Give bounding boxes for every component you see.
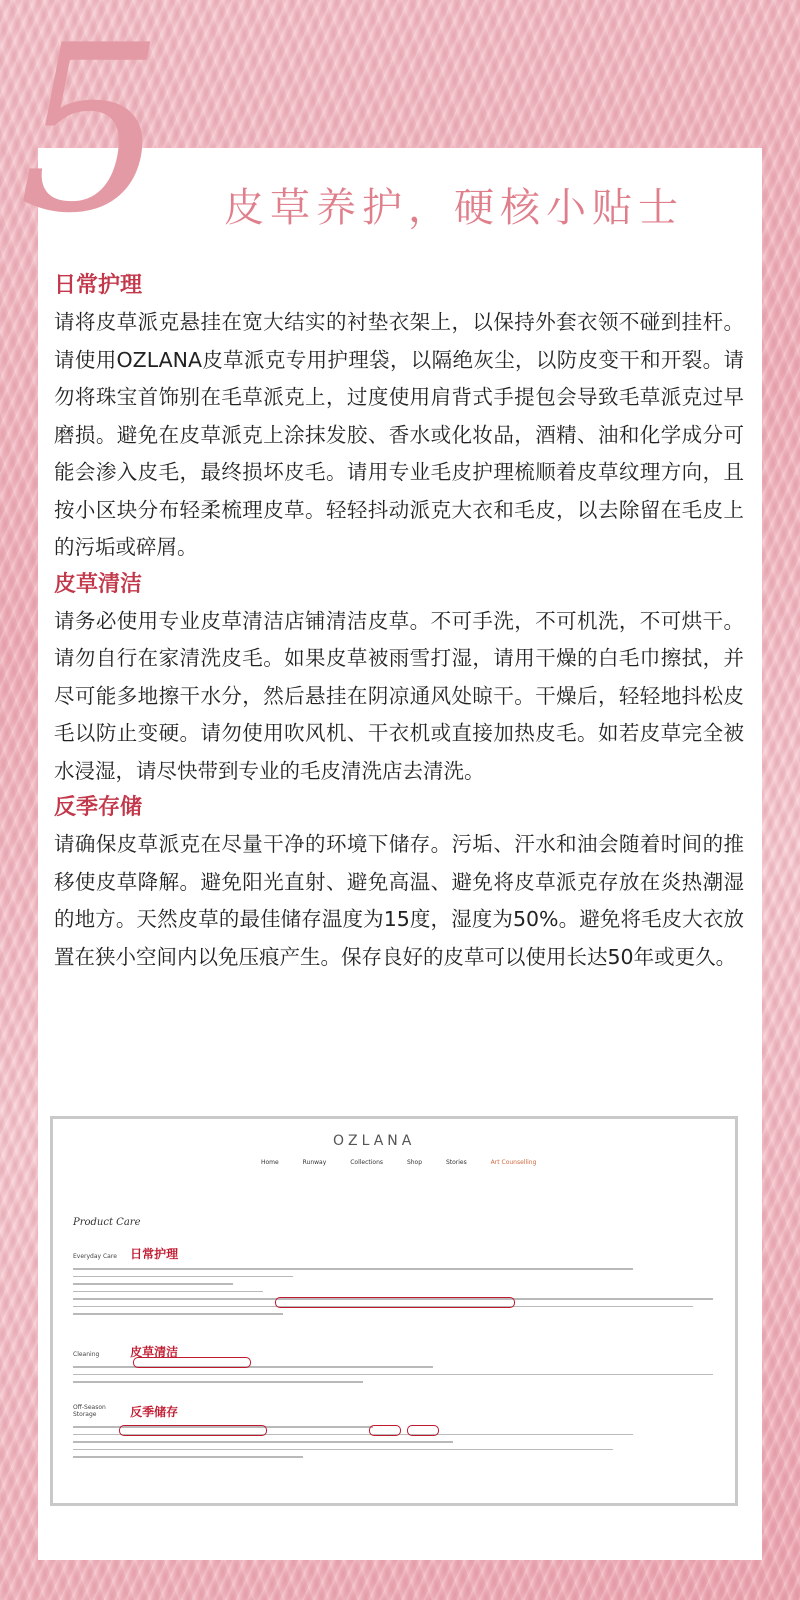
section-number: 5 [18,0,165,264]
website-screenshot [50,1116,738,1506]
brand-logo: OZLANA [333,1133,416,1149]
block-cn-label: 反季储存 [130,1405,179,1419]
site-nav [261,1159,558,1166]
nav-stories[interactable]: Stories [445,1159,467,1166]
section-heading-daily: 日常护理 [54,273,143,298]
section-body-cleaning: 请务必使用专业皮草清洁店铺清洁皮草。不可手洗，不可机洗，不可烘干。请勿自行在家清洗皮毛。如果皮草被雨雪打湿，请用干燥的白毛巾擦拭，并尽可能多地擦干水分，然后悬挂在阴凉通风处晾干。干燥后，轻轻地抖松皮毛以防止变硬。请勿使用吹风机、干衣机或直接加热皮毛。如若皮草完全被水浸湿，请尽快带到专业的毛皮清洗店去清洗。 [54,608,744,783]
section-heading-cleaning: 皮草清洁 [54,571,143,597]
block-cn-label: 日常护理 [130,1247,179,1261]
block-label: Everyday Care [73,1253,117,1260]
page-title: 皮草养护，硬核小贴士 [224,185,684,231]
nav-collections[interactable]: Collections [350,1159,384,1166]
care-content [54,270,744,976]
highlight-box [407,1425,439,1436]
nav-runway[interactable]: Runway [302,1159,327,1166]
section-heading-storage: 反季存储 [54,795,143,820]
block-label: Off-Season Storage [73,1404,106,1418]
highlight-box [119,1425,267,1436]
block-cn-label: 皮草清洁 [130,1345,179,1359]
nav-home[interactable]: Home [261,1159,279,1166]
highlight-box [275,1297,515,1308]
highlight-box [369,1425,401,1436]
section-body-daily: 请将皮草派克悬挂在宽大结实的衬垫衣架上，以保持外套衣领不碰到挂杆。请使用OZLANA皮草派克专用护理袋，以隔绝灰尘，以防皮变干和开裂。请勿将珠宝首饰别在毛草派克上，过度使用肩背式手提包会导致毛草派克过早磨损。避免在皮草派克上涂抹发胶、香水或化妆品，酒精、油和化学成分可能会渗入皮毛，最终损坏皮毛。请用专业毛皮护理梳顺着皮草纹理方向，且按小区块分布轻柔梳理皮草。轻轻抖动派克大衣和毛皮，以去除留在毛皮上的污垢或碎屑。 [54,310,744,559]
nav-shop[interactable]: Shop [406,1159,423,1166]
product-care-title: Product Care [73,1217,141,1228]
nav-art-counselling[interactable]: Art Counselling [490,1159,537,1166]
block-label: Cleaning [73,1351,100,1358]
section-body-storage: 请确保皮草派克在尽量干净的环境下储存。污垢、汗水和油会随着时间的推移使皮草降解。避免阳光直射、避免高温、避免将皮草派克存放在炎热潮湿的地方。天然皮草的最佳储存温度为15度，湿度为50%。避免将毛皮大衣放置在狭小空间内以免压痕产生。保存良好的皮草可以使用长达50年或更久。 [54,832,744,969]
highlight-box [133,1357,251,1368]
